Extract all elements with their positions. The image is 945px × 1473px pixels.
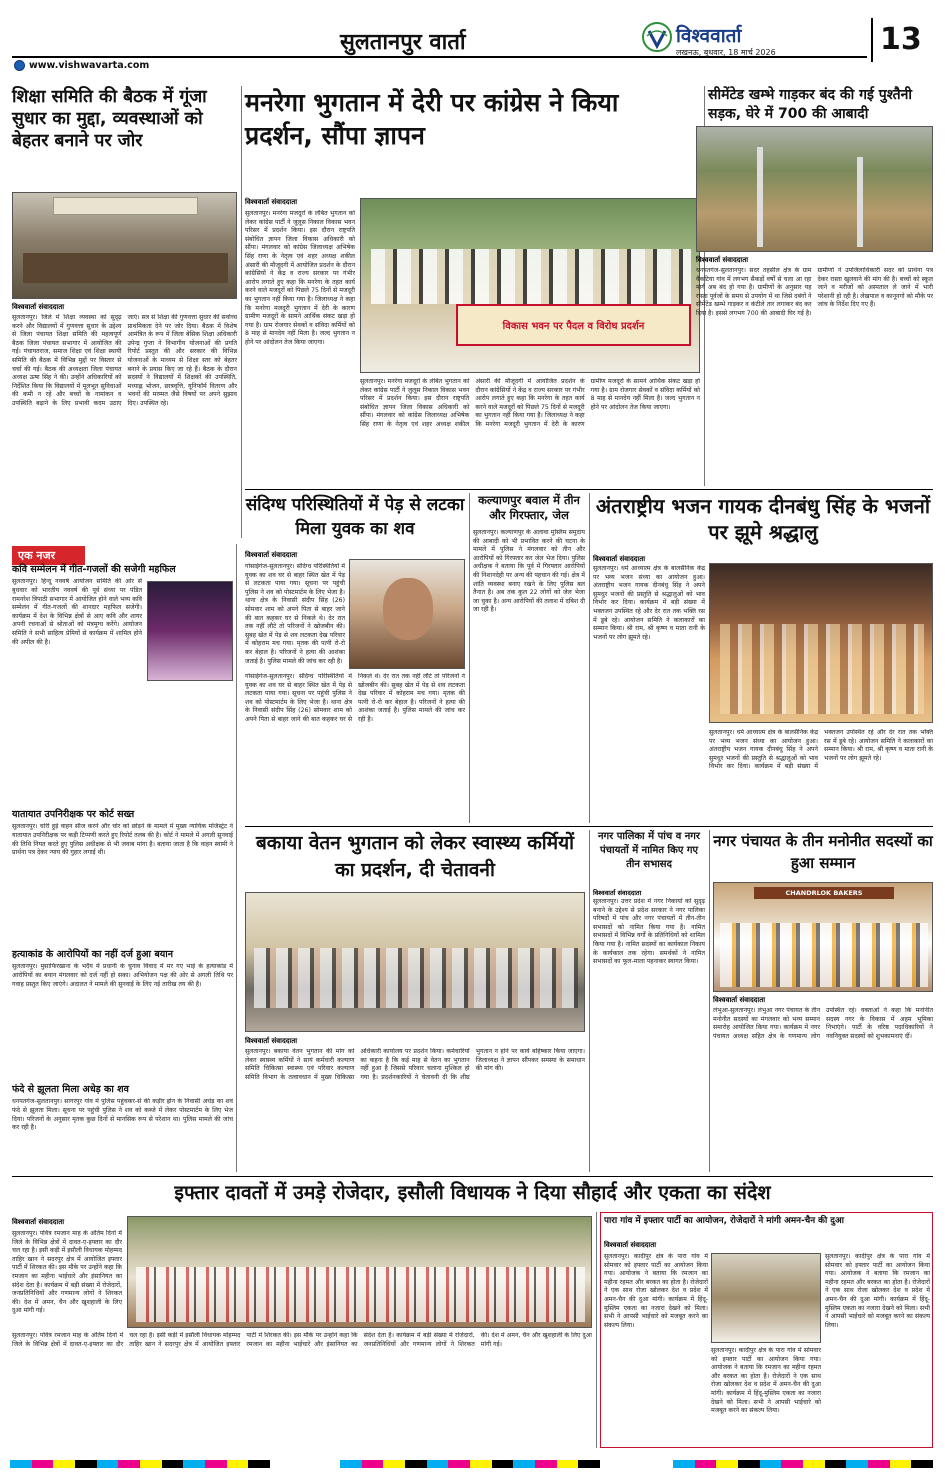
body-text: लंभुआ-सुलतानपुर। लंभुआ नगर पंचायत के तीन मनोनीत सदस्यों का मंगलवार को भव्य सम्मान समारोह आयोजित किया गया। कार्यक्रम में नगर पंचायत अध्यक्ष सहित क्षेत्र के गणमान्य लोग उपस्थित रहे। वक्ताओं ने कहा कि मनोनीत सदस्य नगर के विकास में अहम भूमिका निभाएंगे। पार्टी के वरिष्ठ पदाधिकारियों ने नवनियुक्त सदस्यों को शुभकामनाएं दीं। bbox=[713, 1007, 933, 1040]
portrait-face bbox=[383, 578, 433, 640]
protest-banner bbox=[456, 304, 691, 346]
photo-table bbox=[23, 253, 228, 283]
byline: विश्ववार्ता संवाददाता bbox=[696, 256, 749, 264]
byline: विश्ववार्ता संवाददाता bbox=[245, 1037, 298, 1045]
headline: संदिग्ध परिस्थितियों में पेड़ से लटका मिला युवक का शव bbox=[245, 495, 465, 539]
body-text-2: सुलतानपुर। पवित्र रमजान माह के अंतिम दिनों में जिले के विभिन्न क्षेत्रों में दावत-ए-इफ्तार का दौर चल रहा है। इसी कड़ी में इसौली विधायक मोहम्मद ताहिर खान ने सदरपुर क्षेत्र में आयोजित इफ्तार पार्टी में शिरकत की। इस मौके पर उन्होंने कहा कि रमजान का महीना भाईचारे और इंसानियत का संदेश देता है। कार्यक्रम में बड़ी संख्या में रोजेदारों, जनप्रतिनिधियों और गणमान्य लोगों ने शिरकत की। देश में अमन, चैन और खुशहाली के लिए दुआ मांगी गई। bbox=[12, 1332, 592, 1348]
col-divider bbox=[596, 1212, 597, 1448]
article-shiksha bbox=[12, 86, 237, 538]
row-divider bbox=[12, 1176, 933, 1177]
brand-name: विश्ववार्ता bbox=[676, 25, 742, 47]
headline: शिक्षा समिति की बैठक में गूंजा सुधार का मुद्दा, व्यवस्थाओं को बेहतर बनाने पर जोर bbox=[12, 87, 207, 151]
body-text: धनपतगंज-सुलतानपुर। सदर तहसील क्षेत्र के ग्राम वैकटिया गांव में लगभग सैकड़ों वर्षों से चला आ रहा मार्ग अब बंद हो गया है। ग्रामीणों के अनुसार यह रास्ता पूर्वजों के समय से उपयोग में था जिसे दबंगों ने सीमेंटेड खम्भे गाड़कर व कंटीले तार लगाकर बंद कर दिया है। इससे लगभग 700 की आबादी घिर गई है। ग्रामीणों ने उपजिलाधिकारी सदर को प्रार्थना पत्र देकर रास्ता खुलवाने की मांग की है। बच्चों को स्कूल जाने व मरीजों को अस्पताल ले जाने में भारी परेशानी हो रही है। लेखपाल व कानूनगो को मौके पर जांच के निर्देश दिए गए हैं। bbox=[696, 267, 933, 317]
masthead bbox=[0, 0, 945, 70]
photo-meeting bbox=[12, 192, 237, 299]
banner-text: विकास भवन पर पैदल व विरोध प्रदर्शन bbox=[502, 321, 645, 332]
headline: कल्याणपुर बवाल में तीन और गिरफ्तार, जेल bbox=[478, 493, 580, 522]
byline: विश्ववार्ता संवाददाता bbox=[245, 551, 298, 559]
byline: विश्ववार्ता संवाददाता bbox=[604, 1241, 657, 1249]
dateline: लखनऊ, बुधवार, 18 मार्च 2026 bbox=[676, 48, 776, 57]
photo-road bbox=[696, 126, 933, 252]
nazar-body: सुलतानपुर। मुसाफिरखाना के भदैंय में प्रधानी के चुनाव विवाद में मर गए भाई के हत्याकांड में आरोपियों का बयान मंगलवार को दर्ज नहीं हो सका। अभियोजन पक्ष की ओर से अगली तिथि पर गवाह प्रस्तुत किए जाएंगे। अदालत ने मामले की सुनवाई के लिए नई तारीख तय की है। bbox=[12, 963, 233, 988]
color-strip-right bbox=[673, 1460, 933, 1468]
article-manrega bbox=[245, 86, 700, 486]
headline: पारा गांव में इफ्तार पार्टी का आयोजन, रोजेदारों ने मांगी अमन-चैन की दुआ bbox=[604, 1216, 844, 1226]
byline: विश्ववार्ता संवाददाता bbox=[593, 889, 642, 897]
byline: विश्ववार्ता संवाददाता bbox=[245, 198, 298, 206]
website-url[interactable]: www.vishwavarta.com bbox=[29, 60, 150, 71]
headline: सीमेंटेड खम्भे गाड़कर बंद की गई पुश्तैनी सड़क, घेरे में 700 की आबादी bbox=[708, 87, 913, 122]
headline: मनरेगा भुगतान में देरी पर कांग्रेस ने किया प्रदर्शन, सौंपा ज्ञापन bbox=[245, 88, 619, 150]
fence-post bbox=[857, 157, 863, 247]
headline: इफ्तार दावतों में उमड़े रोजेदार, इसौली विधायक ने दिया सौहार्द और एकता का संदेश bbox=[174, 1181, 771, 1204]
nazar-title: फंदे से झूलता मिला अधेड़ का शव bbox=[12, 1084, 129, 1095]
photo-paara bbox=[711, 1253, 821, 1343]
logo-emblem-icon bbox=[642, 22, 672, 52]
fence-post bbox=[757, 147, 763, 247]
nazar-title: यातायात उपनिरीक्षक पर कोर्ट सख्त bbox=[12, 809, 135, 820]
body-text: सुलतानपुर। जिले में शिक्षा व्यवस्था को सुदृढ़ करने और विद्यालयों में गुणवत्ता सुधार के उद्देश्य से जिला पंचायत शिक्षा समिति की महत्वपूर्ण बैठक जिला पंचायत सभागार में आयोजित की गई। पंचायतराज, समाज शिक्षा एवं शिक्षा स्थायी समिति की बैठक में विभिन्न मुद्दों पर विस्तार से चर्चा की गई। बैठक की अध्यक्षता जिला पंचायत अध्यक्ष ऊषा सिंह ने की। उन्होंने अधिकारियों को निर्देशित किया कि विद्यालयों में मूलभूत सुविधाओं की कमी न रहे और बच्चों के नामांकन व उपस्थिति बढ़ाने के लिए प्रभावी कदम उठाए जाएं। सत्र से शिक्षा की गुणवत्ता सुधार की सर्वोच्च प्राथमिकता देने पर जोर दिया। बैठक में विशेष आमंत्रित के रूप में जिला बेसिक शिक्षा अधिकारी उपेन्द्र गुप्ता ने विभागीय योजनाओं की प्रगति रिपोर्ट प्रस्तुत की और सरकार की विभिन्न योजनाओं के माध्यम से शिक्षा स्तर को बेहतर बनाने के प्रयास किए जा रहे हैं। बैठक के दौरान सदस्यों ने विद्यालयों में शिक्षकों की उपस्थिति, मध्याह्न भोजन, छात्रवृत्ति, यूनिफॉर्म वितरण और भवनों की मरम्मत जैसे विषयों पर अपने सुझाव दिए। उपस्थित रहे। bbox=[12, 314, 237, 407]
row-divider bbox=[245, 489, 933, 490]
headline: नगर पालिका में पांच व नगर पंचायतों में नामित किए गए तीन सभासद bbox=[597, 831, 701, 870]
article-bakaya bbox=[245, 830, 585, 1172]
iftar-rows bbox=[136, 1267, 585, 1322]
headline: बकाया वेतन भुगतान को लेकर स्वास्थ्य कर्मियों का प्रदर्शन, दी चेतावनी bbox=[255, 832, 575, 881]
crowd bbox=[720, 923, 928, 987]
body-text-2: सुलतानपुर। धर्म आध्यात्म क्षेत्र के बालसैनिक केंद्र पर भव्य भजन संध्या का आयोजन हुआ। अंतराष्ट्रीय भजन गायक दीनबंधु सिंह ने अपने सुमधुर भजनों की प्रस्तुति से श्रद्धालुओं को भाव विभोर कर दिया। कार्यक्रम में बड़ी संख्या में भक्तजन उपस्थित रहे और देर रात तक भक्ति रस में डूबे रहे। आयोजन समिति ने कलाकारों का सम्मान किया। श्री राम, श्री कृष्ण व माता रानी के भजनों पर लोग झूमते रहे। bbox=[709, 729, 933, 771]
article-antarrashtriya bbox=[593, 493, 933, 823]
color-strip-left bbox=[10, 1460, 270, 1468]
crowd-hands bbox=[720, 624, 924, 714]
shop-sign bbox=[754, 887, 894, 899]
body-text: सुलतानपुर। उत्तर प्रदेश में नगर निकायों को सुदृढ़ बनाने के उद्देश्य से प्रदेश सरकार ने नगर पालिका परिषदों में पांच और नगर पंचायतों में तीन-तीन सभासदों को नामित किया गया है। नामित सभासदों में विभिन्न वर्गों के प्रतिनिधियों को शामिल किया गया है। नामित सदस्यों का कार्यकाल निकाय के कार्यकाल तक रहेगा। समर्थकों ने नामित सभासदों का फूल-माला पहनाकर स्वागत किया। bbox=[593, 898, 705, 966]
col-divider bbox=[589, 830, 590, 1172]
photo-singer bbox=[147, 581, 233, 681]
article-kalyanpur bbox=[473, 493, 585, 823]
crowd bbox=[371, 249, 691, 304]
body-text-2: गोसाईगंज-सुलतानपुर। संदिग्ध परिस्थितियों में युवक का शव घर से बाहर स्थित खेत में पेड़ से लटकता पाया गया। सूचना पर पहुंची पुलिस ने शव को पोस्टमार्टम के लिए भेजा है। थाना क्षेत्र के निवासी संदीप सिंह (26) सोमवार शाम को अपने पिता से बाहर जाने की बात कहकर घर से निकले थे। देर रात तक नहीं लौटे तो परिजनों ने खोजबीन की। सुबह खेत में पेड़ से शव लटकता देख परिवार में कोहराम मच गया। मृतक की पत्नी रो-रो कर बेहाल है। परिजनों ने हत्या की आशंका जताई है। पुलिस मामले की जांच कर रही है। bbox=[245, 673, 465, 723]
photo-bhajan bbox=[709, 563, 933, 723]
article-paara bbox=[600, 1212, 933, 1448]
photo-iftar bbox=[127, 1216, 592, 1328]
col-divider bbox=[241, 86, 242, 538]
photo-banner bbox=[53, 197, 198, 215]
headline: नगर पंचायत के तीन मनोनीत सदस्यों का हुआ सम्मान bbox=[713, 832, 933, 872]
nazar-title: हत्याकांड के आरोपियों का नहीं दर्ज हुआ बयान bbox=[12, 949, 173, 960]
nazar-body: धनपतगंज-सुलतानपुर। सागरपुर गांव में पुलिस पहुंचकर-से की कड़ीर ह्रोन के निवासी अधेड़ का शव फंदे से झूलता मिला। सूचना पर पहुंची पुलिस ने शव को कब्जे में लेकर पोस्टमार्टम के लिए भेज दिया। परिजनों के अनुसार मृतक कुछ दिनों से मानसिक रूप से परेशान था। पुलिस मामले की जांच कर रही है। bbox=[12, 1098, 233, 1132]
ek-nazar-box bbox=[12, 544, 237, 1172]
body-text: सुलतानपुर। मनरेगा मजदूरों के लंबित भुगतान को लेकर कांग्रेस पार्टी ने जुलूस निकाल विकास भवन परिसर में प्रदर्शन किया। इस दौरान राष्ट्रपति संबोधित ज्ञापन जिला विकास अधिकारी को सौंपा। मंगलवार को कांग्रेस जिलाध्यक्ष अभिषेक सिंह राणा के नेतृत्व एवं शहर अध्यक्ष शकील अंसारी की मौजूदगी में आयोजित प्रदर्शन के दौरान कांग्रेसियों ने केंद्र व राज्य सरकार पर गंभीर आरोप लगाते हुए कहा कि मनरेगा के तहत कार्य करने वाले मजदूरों को पिछले 75 दिनों से मजदूरी का भुगतान नहीं किया गया है। जिलाध्यक्ष ने कहा कि मनरेगा मजदूरी भुगतान में देरी के कारण ग्रामीण मजदूरों के सामने आर्थिक संकट खड़ा हो गया है। ग्राम रोजगार सेवकों व संविदा कर्मियों को 8 माह से मानदेय नहीं मिला है। जल्द भुगतान न होने पर आंदोलन तेज किया जाएगा। bbox=[245, 210, 355, 346]
article-sandigdh bbox=[245, 493, 465, 823]
row-divider bbox=[245, 826, 933, 827]
body-text-3: सुलतानपुर। कादीपुर क्षेत्र के पारा गांव में सोमवार को इफ्तार पार्टी का आयोजन किया गया। आयोजक ने बताया कि रमजान का महीना रहमत और बरकत का होता है। रोजेदारों ने एक साथ रोजा खोलकर देश व प्रदेश में अमन-चैन की दुआ मांगी। कार्यक्रम में हिंदू-मुस्लिम एकता का नजारा देखने को मिला। सभी ने आपसी भाईचारे को मजबूत करने का संकल्प लिया। bbox=[825, 1253, 930, 1329]
section-title: सुलतानपुर वार्ता bbox=[340, 30, 466, 55]
page-number-divider bbox=[871, 18, 873, 62]
photo-deceased bbox=[349, 559, 465, 669]
nazar-item-1 bbox=[12, 564, 233, 796]
body-text: सुलतानपुर। कादीपुर क्षेत्र के पारा गांव में सोमवार को इफ्तार पार्टी का आयोजन किया गया। आयोजक ने बताया कि रमजान का महीना रहमत और बरकत का होता है। रोजेदारों ने एक साथ रोजा खोलकर देश व प्रदेश में अमन-चैन की दुआ मांगी। कार्यक्रम में हिंदू-मुस्लिम एकता का नजारा देखने को मिला। सभी ने आपसी भाईचारे को मजबूत करने का संकल्प लिया। bbox=[604, 1253, 708, 1329]
website-row bbox=[14, 60, 149, 71]
body-text: सुलतानपुर। पवित्र रमजान माह के अंतिम दिनों में जिले के विभिन्न क्षेत्रों में दावत-ए-इफ्तार का दौर चल रहा है। इसी कड़ी में इसौली विधायक मोहम्मद ताहिर खान ने सदरपुर क्षेत्र में आयोजित इफ्तार पार्टी में शिरकत की। इस मौके पर उन्होंने कहा कि रमजान का महीना भाईचारे और इंसानियत का संदेश देता है। कार्यक्रम में बड़ी संख्या में रोजेदारों, जनप्रतिनिधियों और गणमान्य लोगों ने शिरकत की। देश में अमन, चैन और खुशहाली के लिए दुआ मांगी गई। bbox=[12, 1230, 122, 1315]
ek-nazar-label: एक नजर bbox=[12, 546, 85, 565]
article-nagar-palika bbox=[593, 830, 705, 1172]
byline: विश्ववार्ता संवाददाता bbox=[593, 555, 646, 563]
article-nagar-panchayat bbox=[713, 830, 933, 1172]
byline: विश्ववार्ता संवाददाता bbox=[12, 1218, 65, 1226]
page-number: 13 bbox=[880, 22, 922, 57]
byline: विश्ववार्ता संवाददाता bbox=[12, 303, 65, 311]
photo-protest bbox=[360, 198, 700, 373]
photo-health-workers bbox=[245, 892, 585, 1032]
body-text-2: सुलतानपुर। मनरेगा मजदूरों के लंबित भुगतान को लेकर कांग्रेस पार्टी ने जुलूस निकाल विकास भवन परिसर में प्रदर्शन किया। इस दौरान राष्ट्रपति संबोधित ज्ञापन जिला विकास अधिकारी को सौंपा। मंगलवार को कांग्रेस जिलाध्यक्ष अभिषेक सिंह राणा के नेतृत्व एवं शहर अध्यक्ष शकील अंसारी की मौजूदगी में आयोजित प्रदर्शन के दौरान कांग्रेसियों ने केंद्र व राज्य सरकार पर गंभीर आरोप लगाते हुए कहा कि मनरेगा के तहत कार्य करने वाले मजदूरों को पिछले 75 दिनों से मजदूरी का भुगतान नहीं किया गया है। जिलाध्यक्ष ने कहा कि मनरेगा मजदूरी भुगतान में देरी के कारण ग्रामीण मजदूरों के सामने आर्थिक संकट खड़ा हो गया है। ग्राम रोजगार सेवकों व संविदा कर्मियों को 8 माह से मानदेय नहीं मिला है। जल्द भुगतान न होने पर आंदोलन तेज किया जाएगा। bbox=[360, 378, 700, 428]
byline: विश्ववार्ता संवाददाता bbox=[713, 996, 766, 1004]
col-divider bbox=[589, 493, 590, 823]
brand-block bbox=[642, 22, 857, 60]
col-divider bbox=[709, 830, 710, 1172]
nazar-body: सुलतानपुर। हिन्दू नववर्ष आयोजन समिति की ओर से बुधवार को भारतीय नववर्ष की पूर्व संध्या पर पंडित रामनरेश त्रिपाठी सभागार में आयोजित होने वाले भव्य कवि सम्मेलन में गीत-गजलों की शानदार महफिल सजेगी। कार्यक्रम में देश के विभिन्न क्षेत्रों से आए कवि और शायर अपनी रचनाओं से श्रोताओं को मंत्रमुग्ध करेंगे। आयोजन समिति ने सभी साहित्य प्रेमियों से कार्यक्रम में शामिल होने की अपील की है। bbox=[12, 578, 142, 646]
body-text: सुलतानपुर। कल्याणपुर के अलावा मुस्लिम समुदाय की आबादी को भी प्रभावित करने की घटना के मामले में पुलिस ने मंगलवार को तीन और आरोपियों को गिरफ्तार कर जेल भेज दिया। पुलिस अधीक्षक ने बताया कि पूर्व में गिरफ्तार आरोपियों की निशानदेही पर अन्य की पहचान की गई। क्षेत्र में शांति व्यवस्था बनाए रखने के लिए पुलिस बल तैनात है। अब तक कुल 22 लोगों को जेल भेजा जा चुका है। अन्य आरोपियों की तलाश में दबिश दी जा रही है। bbox=[473, 529, 585, 614]
headline: अंतराष्ट्रीय भजन गायक दीनबंधु सिंह के भजनों पर झूमे श्रद्धालु bbox=[595, 494, 931, 544]
body-text: सुलतानपुर। धर्म आध्यात्म क्षेत्र के बालसैनिक केंद्र पर भव्य भजन संध्या का आयोजन हुआ। अंतराष्ट्रीय भजन गायक दीनबंधु सिंह ने अपने सुमधुर भजनों की प्रस्तुति से श्रद्धालुओं को भाव विभोर कर दिया। कार्यक्रम में बड़ी संख्या में भक्तजन उपस्थित रहे और देर रात तक भक्ति रस में डूबे रहे। आयोजन समिति ने कलाकारों का सम्मान किया। श्री राम, श्री कृष्ण व माता रानी के भजनों पर लोग झूमते रहे। bbox=[593, 565, 705, 641]
article-seemented bbox=[696, 86, 933, 486]
shop-sign-text: CHANDRLOK BAKERS bbox=[785, 889, 863, 897]
nazar-item-3 bbox=[12, 949, 233, 1073]
crowd bbox=[254, 948, 578, 1008]
nazar-title: कवि सम्मेलन में गीत-गजलों की सजेगी महफिल bbox=[12, 564, 176, 575]
body-text-2: सुलतानपुर। कादीपुर क्षेत्र के पारा गांव में सोमवार को इफ्तार पार्टी का आयोजन किया गया। आयोजक ने बताया कि रमजान का महीना रहमत और बरकत का होता है। रोजेदारों ने एक साथ रोजा खोलकर देश व प्रदेश में अमन-चैन की दुआ मांगी। कार्यक्रम में हिंदू-मुस्लिम एकता का नजारा देखने को मिला। सभी ने आपसी भाईचारे को मजबूत करने का संकल्प लिया। bbox=[711, 1347, 821, 1415]
body-text: सुलतानपुर। बकाया वेतन भुगतान की मांग को लेकर स्वास्थ्य कर्मियों ने सायं कर्मचारी कल्याण समिति चिकित्सा स्वास्थ्य एवं परिवार कल्याण समिति विभाग के तत्वावधान में मुख्य चिकित्सा अधिकारी कार्यालय पर प्रदर्शन किया। कर्मचारियों का कहना है कि कई माह से वेतन का भुगतान नहीं हुआ है जिससे परिवार चलाना मुश्किल हो गया है। प्रदर्शनकारियों ने चेतावनी दी कि शीघ्र भुगतान न होने पर कार्य बहिष्कार किया जाएगा। जिलाध्यक्ष ने ज्ञापन सौंपकर समस्या के समाधान की मांग की। bbox=[245, 1048, 585, 1081]
nazar-item-4 bbox=[12, 1084, 233, 1170]
nazar-body: सुलतानपुर। चोरी हुई वाहन सीज करने और चोर को छोड़ने के मामले में मुख्य न्यायिक मजिस्ट्रेट ने यातायात उपनिरीक्षक पर कड़ी टिप्पणी करते हुए रिपोर्ट तलब की है। कोर्ट ने मामले में अगली सुनवाई की तिथि नियत करते हुए पुलिस अधीक्षक से भी जवाब मांगा है। बताया जाता है कि वाहन स्वामी ने प्रार्थना पत्र देकर न्याय की गुहार लगाई थी। bbox=[12, 823, 233, 857]
body-text: गोसाईगंज-सुलतानपुर। संदिग्ध परिस्थितियों में युवक का शव घर से बाहर स्थित खेत में पेड़ से लटकता पाया गया। सूचना पर पहुंची पुलिस ने शव को पोस्टमार्टम के लिए भेजा है। थाना क्षेत्र के निवासी संदीप सिंह (26) सोमवार शाम को अपने पिता से बाहर जाने की बात कहकर घर से निकले थे। देर रात तक नहीं लौटे तो परिजनों ने खोजबीन की। सुबह खेत में पेड़ से शव लटकता देख परिवार में कोहराम मच गया। मृतक की पत्नी रो-रो कर बेहाल है। परिजनों ने हत्या की आशंका जताई है। पुलिस मामले की जांच कर रही है। bbox=[245, 563, 345, 665]
globe-icon bbox=[14, 60, 25, 71]
color-strip-center bbox=[340, 1460, 600, 1468]
col-divider bbox=[469, 493, 470, 823]
nazar-item-2 bbox=[12, 809, 233, 941]
photo-felicitation bbox=[713, 882, 933, 992]
